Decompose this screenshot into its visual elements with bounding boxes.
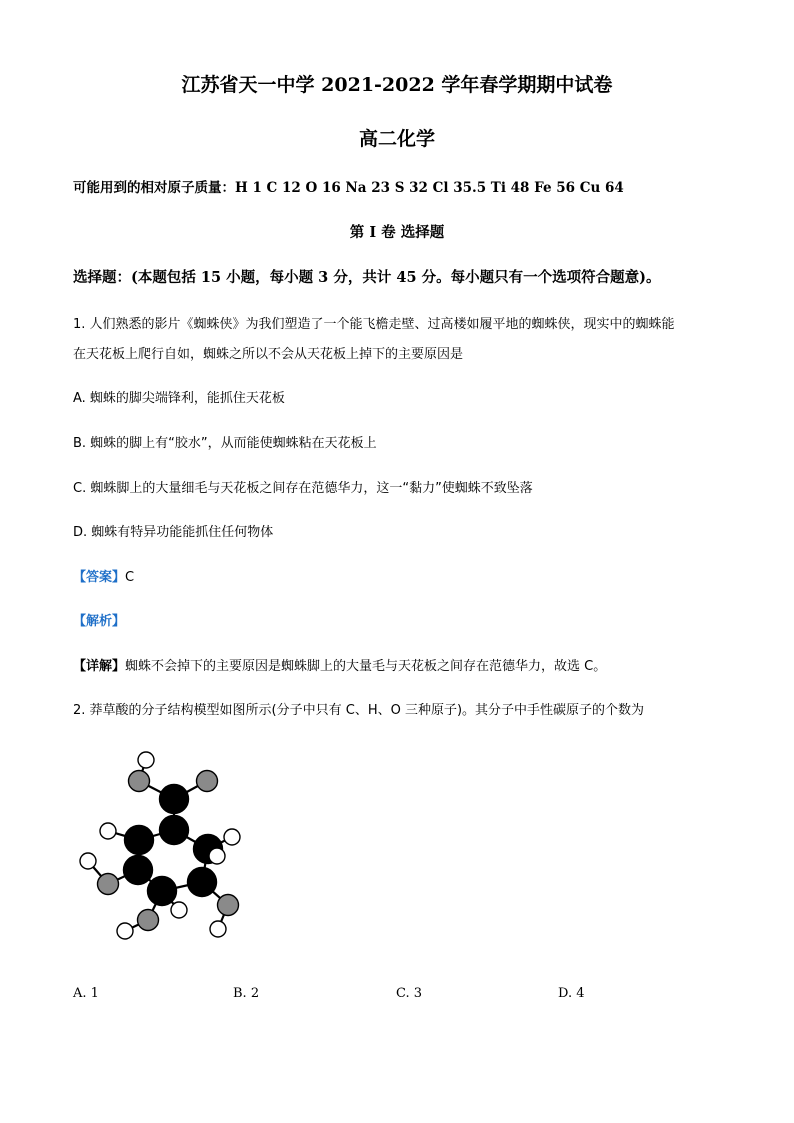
oxygen-atom [197,771,218,792]
carbon-atom [125,826,154,855]
q1-detail [73,655,606,674]
q1-option-b: B. 蜘蛛的脚上有“胶水”，从而能使蜘蛛粘在天花板上 [73,436,377,451]
hydrogen-atom [209,848,225,864]
q2-option-c: C. 3 [396,986,423,1001]
q1-answer [73,566,134,585]
subject-title: 高二化学 [358,128,435,150]
oxygen-atom [138,910,159,931]
oxygen-atom [218,895,239,916]
hydrogen-atom [224,829,240,845]
instructions: 选择题：(本题包括 15 小题，每小题 3 分，共计 45 分。每小题只有一个选项符合题意)。 [73,269,661,286]
hydrogen-atom [100,823,116,839]
q1-option-c: C. 蜘蛛脚上的大量细毛与天花板之间存在范德华力，这一“黏力”使蜘蛛不致坠落 [73,481,533,496]
molecule-model-diagram [72,745,252,945]
section-title: 第 I 卷 选择题 [349,224,445,241]
q2-option-d: D. 4 [558,986,585,1001]
molecule-atoms [80,752,240,939]
hydrogen-atom [117,923,133,939]
hydrogen-atom [210,921,226,937]
detail-label: 【详解】 [73,659,126,674]
carbon-atom [188,868,217,897]
answer-label: 【答案】 [73,570,126,585]
hydrogen-atom [138,752,154,768]
carbon-atom [160,785,189,814]
carbon-atom [160,816,189,845]
q2-stem: 2. 莽草酸的分子结构模型如图所示(分子中只有 C、H、O 三种原子)。其分子中手性碳原子的个数为 [73,703,645,718]
q1-analysis [73,610,125,629]
q1-stem-line1: 1. 人们熟悉的影片《蜘蛛侠》为我们塑造了一个能飞檐走壁、过高楼如履平地的蜘蛛侠，现实中的蜘蛛能 [73,317,675,332]
exam-title: 江苏省天一中学 2021-2022 学年春学期期中试卷 [181,74,613,96]
carbon-atom [148,877,177,906]
oxygen-atom [98,874,119,895]
q2-option-a: A. 1 [73,986,99,1001]
q1-stem-line2: 在天花板上爬行自如，蜘蛛之所以不会从天花板上掉下的主要原因是 [73,347,464,362]
hydrogen-atom [171,902,187,918]
atomic-masses: 可能用到的相对原子质量：H 1 C 12 O 16 Na 23 S 32 Cl 35.5 Ti 48 Fe 56 Cu 64 [73,180,624,196]
oxygen-atom [129,771,150,792]
analysis-label: 【解析】 [73,614,126,629]
detail-text: 蜘蛛不会掉下的主要原因是蜘蛛脚上的大量毛与天花板之间存在范德华力，故选 C。 [125,659,607,674]
hydrogen-atom [80,853,96,869]
q2-option-b: B. 2 [233,986,260,1001]
answer-value: C [125,570,135,585]
carbon-atom [124,856,153,885]
q1-option-a: A. 蜘蛛的脚尖端锋利，能抓住天花板 [73,391,285,406]
q1-option-d: D. 蜘蛛有特异功能能抓住任何物体 [73,525,274,540]
